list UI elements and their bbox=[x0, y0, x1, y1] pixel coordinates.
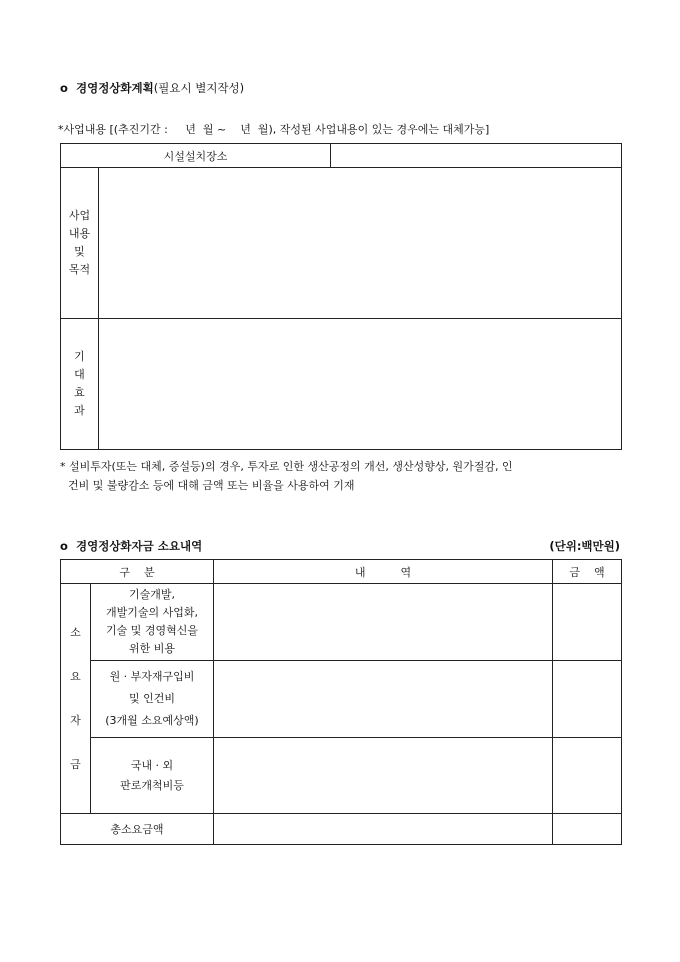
total-label: 총소요금액 bbox=[61, 814, 214, 845]
row-details-tech[interactable] bbox=[214, 584, 553, 661]
business-plan-table bbox=[60, 143, 622, 450]
header-details: 내 역 bbox=[214, 560, 553, 584]
row-label-marketing: 국내 · 외 판로개척비등 bbox=[91, 738, 214, 814]
row-amount-materials[interactable] bbox=[553, 661, 622, 738]
funding-table bbox=[60, 559, 622, 845]
section1-title bbox=[60, 80, 244, 96]
business-content-cell[interactable] bbox=[99, 168, 622, 319]
location-label: 시설설치장소 bbox=[61, 144, 331, 168]
effect-content-cell[interactable] bbox=[99, 319, 622, 450]
row-details-materials[interactable] bbox=[214, 661, 553, 738]
total-amount[interactable] bbox=[553, 814, 622, 845]
business-label: 사업 내용 및 목적 bbox=[61, 168, 99, 319]
unit-label: (단위:백만원) bbox=[549, 539, 620, 553]
row-label-tech: 기술개발, 개발기술의 사업화, 기술 및 경영혁신을 위한 비용 bbox=[91, 584, 214, 661]
section1-title-text: 경영정상화계획 bbox=[76, 81, 154, 95]
section1-title-suffix: (필요시 별지작성) bbox=[153, 81, 245, 95]
row-label-materials: 원 · 부자재구입비 및 인건비 (3개월 소요예상액) bbox=[91, 661, 214, 738]
effect-label: 기 대 효 과 bbox=[61, 319, 99, 450]
section2-title bbox=[60, 538, 202, 554]
row-amount-marketing[interactable] bbox=[553, 738, 622, 814]
group-label: 소 요 자 금 bbox=[61, 584, 91, 814]
note-line-2: 건비 및 불량감소 등에 대해 금액 또는 비율을 사용하여 기재 bbox=[68, 479, 355, 492]
header-amount: 금 액 bbox=[553, 560, 622, 584]
row-details-marketing[interactable] bbox=[214, 738, 553, 814]
location-value-cell[interactable] bbox=[331, 144, 622, 168]
section1-bullet: ο bbox=[60, 81, 68, 95]
period-line: *사업내용 [(추진기간 : 년 월 ~ 년 월), 작성된 사업내용이 있는 경우에는 대체가능] bbox=[58, 123, 490, 136]
investment-note bbox=[60, 457, 630, 495]
note-line-1: * 설비투자(또는 대체, 증설등)의 경우, 투자로 인한 생산공정의 개선, 생산성향상, 원가절감, 인 bbox=[60, 460, 513, 473]
section2-bullet: ο bbox=[60, 539, 68, 553]
section2-title-text: 경영정상화자금 소요내역 bbox=[76, 539, 203, 553]
row-amount-tech[interactable] bbox=[553, 584, 622, 661]
header-category: 구 분 bbox=[61, 560, 214, 584]
total-details[interactable] bbox=[214, 814, 553, 845]
